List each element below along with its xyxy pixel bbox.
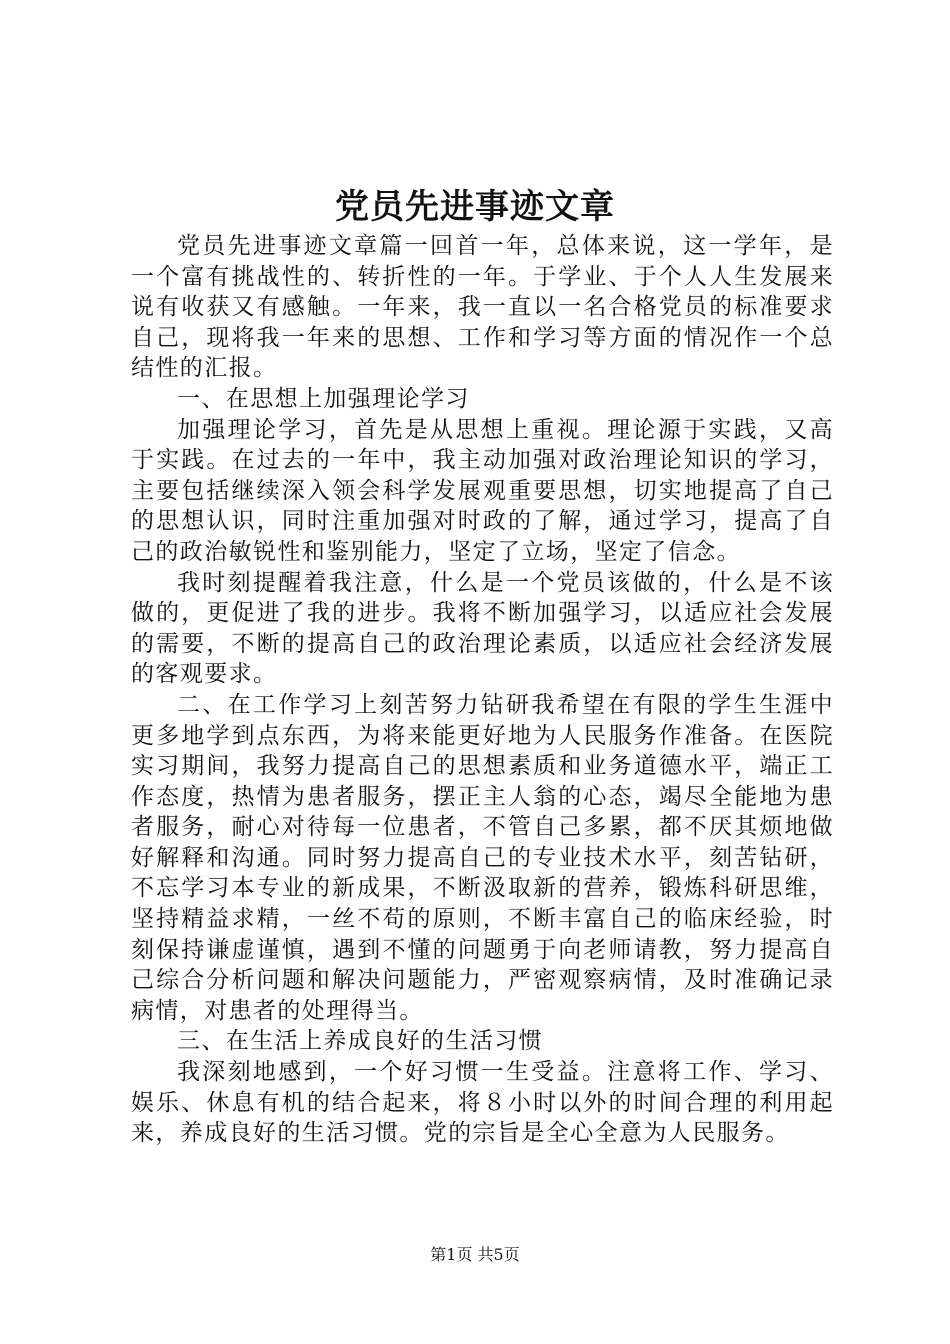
paragraph-work-study: 二、在工作学习上刻苦努力钻研我希望在有限的学生生涯中更多地学到点东西，为将来能更好地为人民服务作准备。在医院实习期间，我努力提高自己的思想素质和业务道德水平，端正工作态度，热情为患者服务，摆正主人翁的心态，竭尽全能地为患者服务，耐心对待每一位患者，不管自己多累，都不厌其烦地做好解释和沟通。同时努力提高自己的专业技术水平，刻苦钻研，不忘学习本专业的新成果，不断汲取新的营养，锻炼科研思维，坚持精益求精，一丝不苟的原则，不断丰富自己的临床经验，时刻保持谦虚谨慎，遇到不懂的问题勇于向老师请教，努力提高自己综合分析问题和解决问题能力，严密观察病情，及时准确记录病情，对患者的处理得当。: [131, 691, 834, 1024]
paragraph-intro: 党员先进事迹文章篇一回首一年，总体来说，这一学年，是一个富有挑战性的、转折性的一年。于学业、于个人人生发展来说有收获又有感触。一年来，我一直以一名合格党员的标准要求自己，现将我一年来的思想、工作和学习等方面的情况作一个总结性的汇报。: [131, 233, 834, 382]
page-footer: 第1页 共5页: [430, 1245, 520, 1264]
section-heading-1: 一、在思想上加强理论学习: [177, 385, 470, 412]
document-title: 党员先进事迹文章: [335, 187, 615, 227]
document-body: [131, 231, 834, 1149]
paragraph-good-habits: 我深刻地感到，一个好习惯一生受益。注意将工作、学习、娱乐、休息有机的结合起来，将８小时以外的时间合理的利用起来，养成良好的生活习惯。党的宗旨是全心全意为人民服务。: [131, 1059, 834, 1147]
paragraph-self-reminder: 我时刻提醒着我注意，什么是一个党员该做的，什么是不该做的，更促进了我的进步。我将不断加强学习，以适应社会发展的需要，不断的提高自己的政治理论素质，以适应社会经济发展的客观要求。: [131, 569, 834, 688]
section-heading-3: 三、在生活上养成良好的生活习惯: [177, 1028, 543, 1055]
paragraph-theory-study: 加强理论学习，首先是从思想上重视。理论源于实践，又高于实践。在过去的一年中，我主动加强对政治理论知识的学习，主要包括继续深入领会科学发展观重要思想，切实地提高了自己的思想认识，同时注重加强对时政的了解，通过学习，提高了自己的政治敏锐性和鉴别能力，坚定了立场，坚定了信念。: [131, 416, 834, 565]
